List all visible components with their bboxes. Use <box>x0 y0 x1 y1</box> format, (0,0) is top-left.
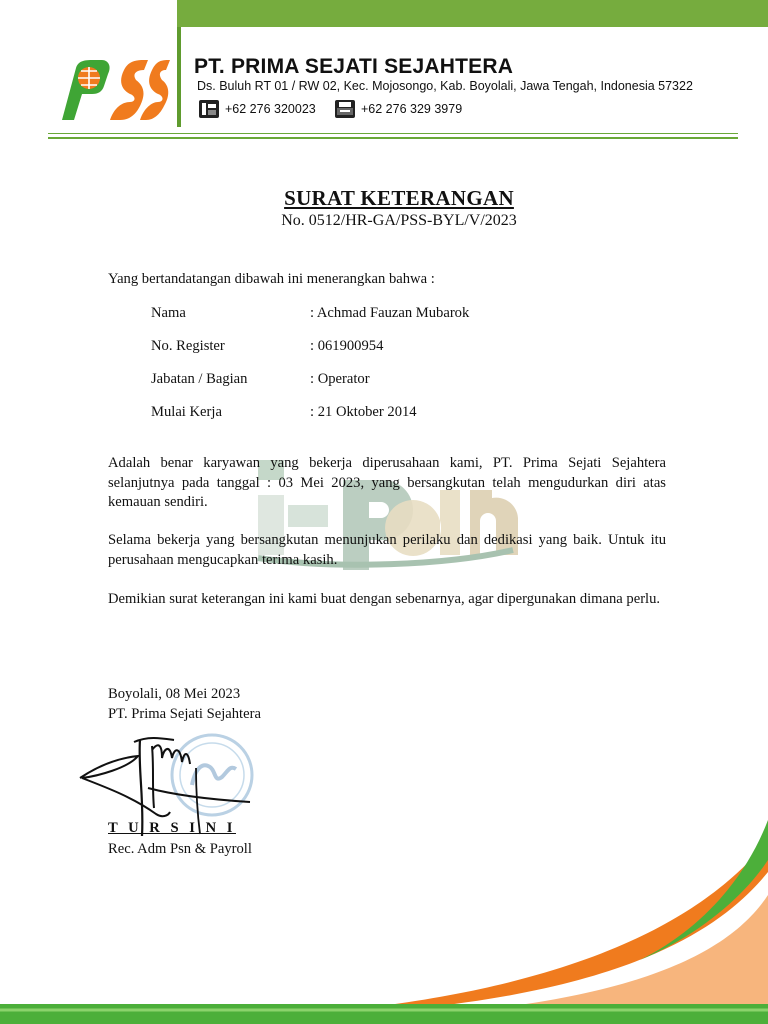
document-title: SURAT KETERANGAN <box>284 186 514 210</box>
field-label-mulai-kerja: Mulai Kerja <box>151 404 222 420</box>
signature-company: PT. Prima Sejati Sejahtera <box>108 706 261 722</box>
place-date: Boyolali, 08 Mei 2023 <box>108 686 241 702</box>
document-number: No. 0512/HR-GA/PSS-BYL/V/2023 <box>281 212 517 229</box>
fax-icon <box>335 100 355 118</box>
field-value-mulai-kerja: : 21 Oktober 2014 <box>310 404 417 420</box>
header-top-bar <box>177 0 768 27</box>
fax-number: +62 276 329 3979 <box>361 102 463 116</box>
signatory-position: Rec. Adm Psn & Payroll <box>108 841 252 857</box>
pss-logo-icon <box>52 58 170 124</box>
fax-contact <box>335 100 462 118</box>
field-value-nama: : Achmad Fauzan Mubarok <box>310 305 470 321</box>
header-divider-vertical <box>177 27 181 127</box>
signatory-name: T U R S I N I <box>108 820 236 836</box>
intro-text: Yang bertandatangan dibawah ini menerangkan bahwa : <box>108 271 435 287</box>
paragraph-conduct: Selama bekerja yang bersangkutan menunjukan perilaku dan dedikasi yang baik. Untuk itu perusahaan mengucapkan terima kasih. <box>108 532 666 568</box>
phone-icon <box>199 100 219 118</box>
company-name: PT. PRIMA SEJATI SEJAHTERA <box>194 55 514 78</box>
company-address: Ds. Buluh RT 01 / RW 02, Kec. Mojosongo, Kab. Boyolali, Jawa Tengah, Indonesia 57322 <box>197 79 693 93</box>
header-rule <box>48 137 738 139</box>
field-label-nama: Nama <box>151 305 186 321</box>
phone-contact <box>199 100 316 118</box>
field-value-register: : 061900954 <box>310 338 384 354</box>
header-rule-thin <box>48 133 738 134</box>
paragraph-closing: Demikian surat keterangan ini kami buat dengan sebenarnya, agar dipergunakan dimana perlu. <box>108 591 661 607</box>
phone-number: +62 276 320023 <box>225 102 316 116</box>
field-label-register: No. Register <box>151 338 225 354</box>
field-label-jabatan: Jabatan / Bagian <box>151 371 248 387</box>
field-value-jabatan: : Operator <box>310 371 370 387</box>
paragraph-employment: Adalah benar karyawan yang bekerja diperusahaan kami, PT. Prima Sejati Sejahtera selanjutnya pada tanggal : 03 Mei 2023, yang bersangkutan telah mengudurkan diri atas kemauan sendiri. <box>108 455 666 510</box>
